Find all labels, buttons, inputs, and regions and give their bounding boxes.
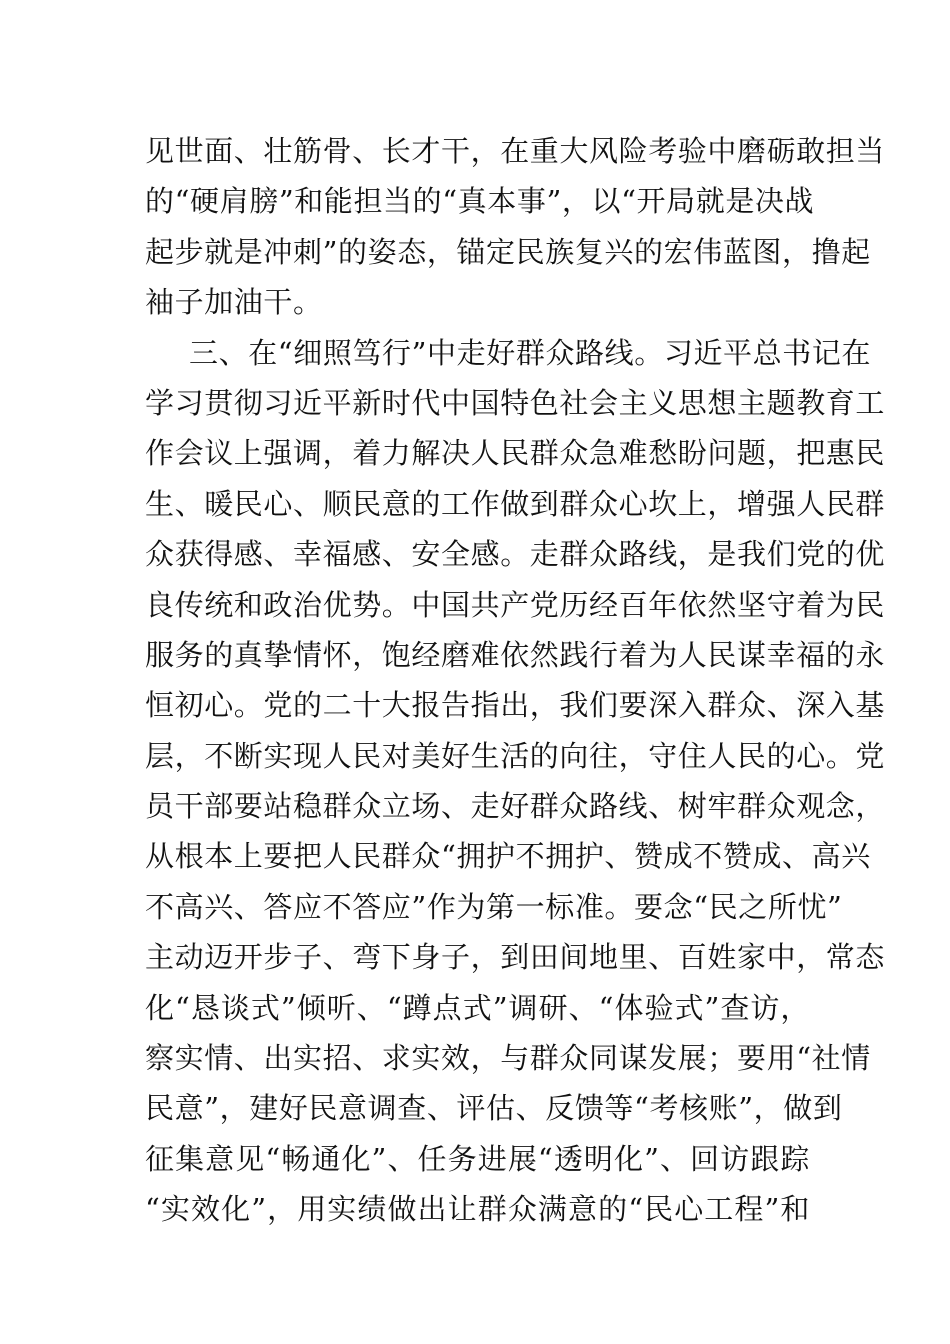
- text-line: 不高兴、答应不答应”作为第一标准。要念“民之所忧”: [145, 889, 843, 924]
- paragraph-section-three: [145, 328, 886, 1235]
- text-line: 的“硬肩膀”和能担当的“真本事”，以“开局就是决战: [145, 184, 815, 219]
- paragraph-continuation: [145, 126, 886, 328]
- text-line: “实效化”，用实绩做出让群众满意的“民心工程”和: [145, 1192, 810, 1227]
- text-line: 起步就是冲刺”的姿态，锚定民族复兴的宏伟蓝图，撸起: [145, 234, 871, 269]
- body-text: [145, 126, 886, 1235]
- text-line: 民意”，建好民意调查、评估、反馈等“考核账”，做到: [145, 1091, 843, 1126]
- text-line: 恒初心。党的二十大报告指出，我们要深入群众、深入基: [145, 688, 886, 723]
- text-line: 见世面、壮筋骨、长才干，在重大风险考验中磨砺敢担当: [145, 134, 886, 168]
- text-line: 作会议上强调，着力解决人民群众急难愁盼问题，把惠民: [145, 436, 886, 471]
- text-line: 征集意见“畅通化”、任务进展“透明化”、回访跟踪: [145, 1141, 810, 1176]
- text-line: 员干部要站稳群众立场、走好群众路线、树牢群众观念，: [145, 789, 886, 824]
- text-line: 察实情、出实招、求实效，与群众同谋发展；要用“社情: [145, 1041, 871, 1076]
- text-line: 主动迈开步子、弯下身子，到田间地里、百姓家中，常态: [145, 940, 886, 975]
- text-line: 生、暖民心、顺民意的工作做到群众心坎上，增强人民群: [145, 486, 886, 521]
- text-line: 良传统和政治优势。中国共产党历经百年依然坚守着为民: [145, 587, 886, 622]
- text-line: 层，不断实现人民对美好生活的向往，守住人民的心。党: [145, 738, 886, 773]
- text-line: 袖子加油干。: [145, 285, 323, 320]
- text-line: 从根本上要把人民群众“拥护不拥护、赞成不赞成、高兴: [145, 839, 871, 874]
- text-line: 众获得感、幸福感、安全感。走群众路线，是我们党的优: [145, 537, 886, 572]
- text-line: 化“恳谈式”倾听、“蹲点式”调研、“体验式”查访，: [145, 990, 810, 1025]
- text-line: 服务的真挚情怀，饱经磨难依然践行着为人民谋幸福的永: [145, 637, 886, 672]
- text-line: 学习贯彻习近平新时代中国特色社会主义思想主题教育工: [145, 385, 886, 420]
- section-heading-line: 三、在“细照笃行”中走好群众路线。习近平总书记在: [189, 335, 872, 370]
